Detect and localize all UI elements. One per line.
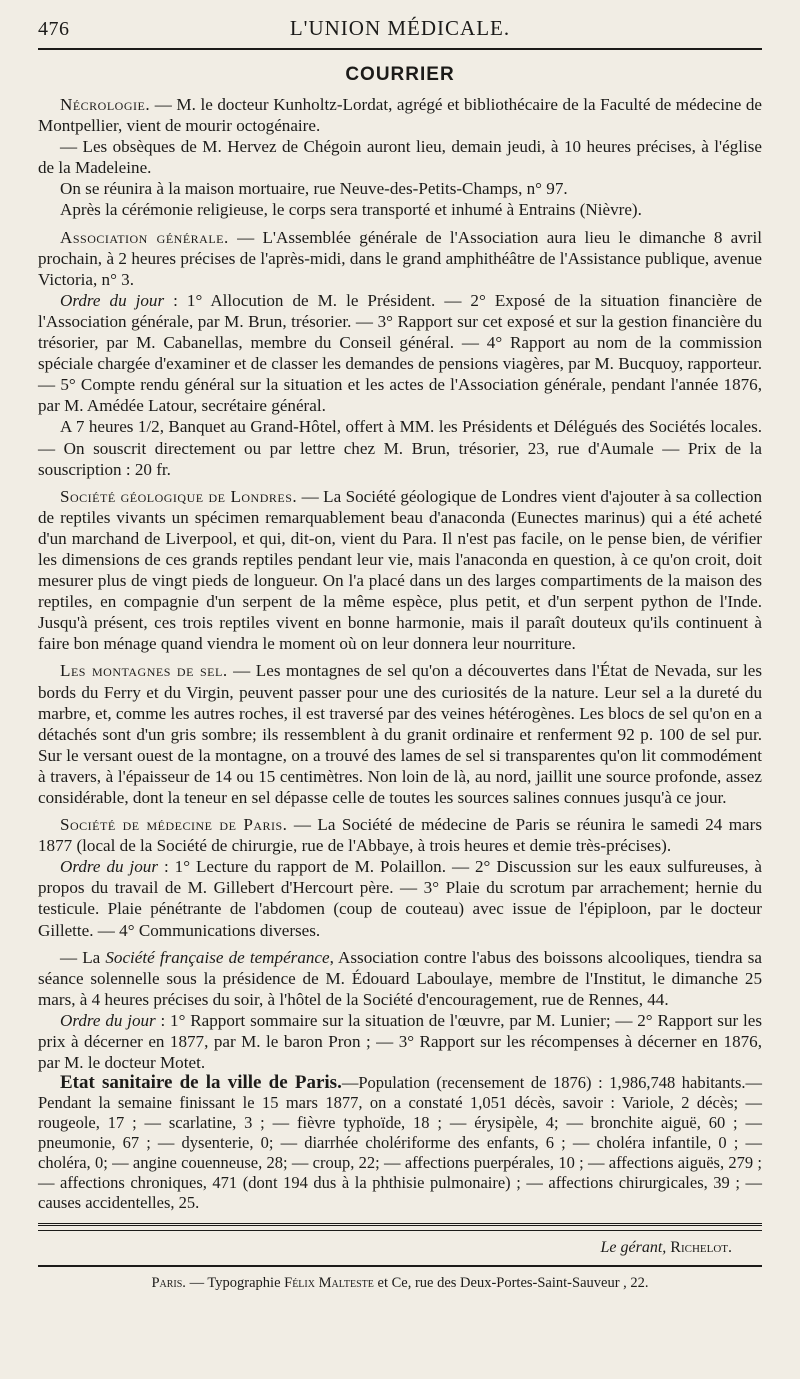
- section-title: COURRIER: [345, 64, 455, 85]
- item-italic: Société française de tempérance: [105, 947, 330, 967]
- item-text: — La Société de médecine de Paris se réunira le samedi 24 mars 1877 (local de la Société de chirurgie, rue de l'Abbaye, à trois heures et demie très-précises).: [38, 815, 762, 856]
- item-text: On se réunira à la maison mortuaire, rue Neuve-des-Petits-Champs, n° 97.: [60, 179, 568, 199]
- item-societe-medecine-paris: [38, 814, 762, 856]
- item-ceremonie: [38, 199, 762, 220]
- item-temperance: [38, 947, 762, 1010]
- page-number: 476: [38, 18, 70, 40]
- item-montagnes-de-sel: [38, 660, 762, 808]
- imprint-printer: Félix Malteste: [284, 1275, 374, 1292]
- etat-sanitaire: [38, 1073, 762, 1213]
- item-lead: Nécrologie.: [60, 95, 151, 114]
- imprint-rest: et Ce, rue des Deux-Portes-Saint-Sauveur , 22.: [373, 1275, 649, 1292]
- item-reunion: [38, 178, 762, 199]
- item-text: — La: [60, 947, 106, 967]
- signature: [38, 1239, 762, 1257]
- signature-label: Le gérant,: [600, 1239, 667, 1257]
- item-text: — Les obsèques de M. Hervez de Chégoin auront lieu, demain jeudi, à 10 heures précises, à l'église de la Madeleine.: [38, 137, 762, 178]
- item-text: : 1° Lecture du rapport de M. Polaillon. — 2° Discussion sur les eaux sulfureuses, à propos du travail de M. Gillebert d'Hercourt père. — 3° Plaie du scrotum par arrachement; hernie du testicule. Plaie pénétrante de l'abdomen (coup de couteau) avec issue de l'épiploon, par le docteur Gillette. — 4° Communications diverses.: [38, 857, 763, 940]
- item-association-generale: [38, 227, 762, 290]
- item-text: — L'Assemblée générale de l'Association aura lieu le dimanche 8 avril prochain, à 2 heures précises de l'après-midi, dans le grand amphithéâtre de l'Assistance publique, avenue Victoria, n° 3.: [38, 227, 762, 289]
- item-italic: Ordre du jour: [60, 857, 159, 877]
- imprint: [38, 1275, 762, 1292]
- journal-title: L'UNION MÉDICALE.: [289, 16, 511, 40]
- item-lead: Association générale.: [60, 227, 229, 247]
- item-ordre-du-jour-2: [38, 856, 762, 940]
- item-italic: Ordre du jour: [60, 290, 165, 310]
- signature-name: Richelot.: [670, 1239, 732, 1257]
- item-lead: Société de médecine de Paris.: [60, 815, 288, 835]
- running-head: [38, 12, 762, 38]
- item-text: : 1° Allocution de M. le Président. — 2° Exposé de la situation financière de l'Association générale, par M. Brun, trésorier. — 3° Rapport sur cet exposé et sur la gestion financière du trésorier, par M. Cabanellas, membre du Conseil général. — 4° Rapport au nom de la commission spéciale chargée d'examiner et de classer les demandes de pensions viagères, par M. Bucquoy, rapporteur. — 5° Compte rendu général sur la situation et les actes de l'Association générale, pendant l'année 1876, par M. Amédée Latour, secrétaire général.: [38, 290, 762, 416]
- closing-rule: [38, 1223, 762, 1231]
- item-lead: Société géologique de Londres.: [60, 486, 298, 506]
- item-text: — M. le docteur Kunholtz-Lordat, agrégé et bibliothécaire de la Faculté de médecine de Montpellier, vient de mourir octogénaire.: [38, 95, 762, 136]
- imprint-city: Paris.: [151, 1275, 186, 1292]
- item-text: A 7 heures 1/2, Banquet au Grand-Hôtel, offert à MM. les Présidents et Délégués des Sociétés locales. — On souscrit directement ou par lettre chez M. Brun, trésorier, 23, rue d'Aumale — Prix de la souscription : 20 fr.: [38, 417, 762, 479]
- item-obseques: [38, 136, 762, 178]
- item-banquet: [38, 416, 762, 479]
- item-text: — Les montagnes de sel qu'on a découvertes dans l'État de Nevada, sur les bords du Ferry et du Virgin, peuvent passer pour une des curiosités de la nature. Leur sel a la dureté du marbre, et, comme les autres roches, il est traversé par des veines hétérogènes. Les blocs de sel qu'on en a détachés sont d'un gris sombre; ils ressemblent à du granit ordinaire et renferment 92 p. 100 de sel pur. Sur le versant ouest de la montagne, on a trouvé des lames de sel si transparentes qu'on lit commodément à travers, à l'épaisseur de 14 ou 15 centimètres. Non loin de là, au nord, jaillit une source profonde, assez considérable, dont la teneur en sel dépasse celle de toutes les sources salines connues jusqu'à ce jour.: [38, 661, 762, 807]
- item-italic: Ordre du jour: [60, 1010, 156, 1030]
- item-text-after: , Association contre l'abus des boissons alcooliques, tiendra sa séance solennelle sous la présidence de M. Édouard Laboulaye, membre de l'Institut, le dimanche 25 mars, à 4 heures précises du soir, à l'hôtel de la Société d'encouragement, rue de Rennes, 44.: [38, 947, 762, 1009]
- item-ordre-du-jour-3: [38, 1010, 762, 1073]
- sanitaire-text: —Population (recensement de 1876) : 1,986,748 habitants.—Pendant la semaine finissant le 15 mars 1877, on a constaté 1,051 décès, savoir : Variole, 2 décès; — rougeole, 17 ; — scarlatine, 3 ; — fièvre typhoïde, 18 ; — érysipèle, 4; — bronchite aiguë, 60 ; — pneumonie, 67 ; — dysenterie, 0; — diarrhée cholériforme des enfants, 6 ; — choléra infantile, 0 ; — choléra, 0; — angine couenneuse, 28; — croup, 22; — affections puerpérales, 10 ; — affections aiguës, 279 ; — affections chroniques, 471 (dont 194 dus à la phthisie pulmonaire) ; — affections chirurgicales, 39 ; — causes accidentelles, 25.: [38, 1073, 762, 1213]
- item-text: — La Société géologique de Londres vient d'ajouter à sa collection de reptiles vivants un spécimen remarquablement beau d'anaconda (Eunectes marinus) qui a été acheté d'un marchand de Liverpool, et qui, dit-on, vient du Para. Il n'est pas facile, on le pense bien, de vérifier les dimensions de ces grands reptiles pendant leur vie, mais l'anaconda en question, à ce qu'on croit, doit mesurer plus de vingt pieds de longueur. On l'a placé dans un des larges compartiments de la maison des reptiles, en compagnie d'un serpent de la même espèce, plus petit, et d'un serpent python de l'Inde. Jusqu'à présent, ces trois reptiles vivent en bonne harmonie, mais il paraît douteux qu'ils continuent à faire bon ménage quand viendra le moment où on leur donnera leur nourriture.: [38, 486, 762, 654]
- header-rule: [38, 48, 762, 50]
- news-items: [38, 94, 762, 1073]
- sanitaire-title: Etat sanitaire de la ville de Paris.: [60, 1072, 342, 1094]
- item-lead: Les montagnes de sel.: [60, 661, 228, 681]
- item-necrologie: [38, 94, 762, 136]
- item-societe-geologique: [38, 486, 762, 655]
- item-text: Après la cérémonie religieuse, le corps sera transporté et inhumé à Entrains (Nièvre).: [60, 200, 642, 220]
- item-text: : 1° Rapport sommaire sur la situation de l'œuvre, par M. Lunier; — 2° Rapport sur les prix à décerner en 1877, par M. le baron Pron ; — 3° Rapport sur les récompenses à décerner en 1876, par M. le docteur Motet.: [38, 1010, 762, 1073]
- item-ordre-du-jour-1: [38, 290, 762, 417]
- imprint-dash: — Typographie: [185, 1275, 285, 1292]
- imprint-rule: [38, 1265, 762, 1267]
